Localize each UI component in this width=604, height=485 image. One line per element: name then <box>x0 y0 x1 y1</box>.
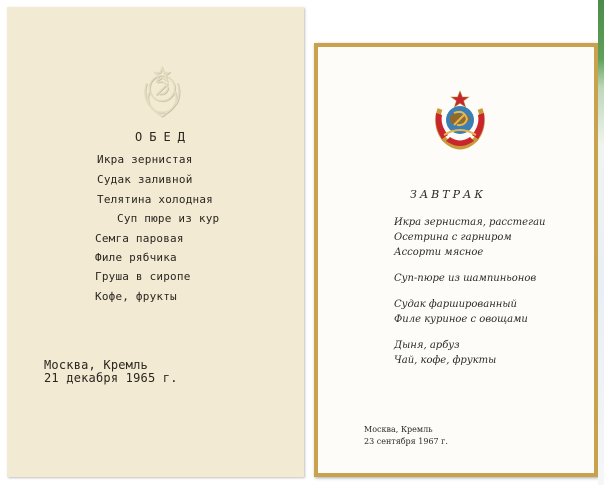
adjacent-image-edge <box>598 0 604 485</box>
breakfast-item: Осетрина с гарниром <box>394 232 512 243</box>
dinner-date: 21 декабря 1965 г. <box>44 371 178 385</box>
dinner-item: Груша в сиропе <box>95 270 191 283</box>
dinner-item: Судак заливной <box>97 173 193 186</box>
breakfast-item: Дыня, арбуз <box>394 340 460 351</box>
breakfast-item: Филе куриное с овощами <box>394 314 528 325</box>
breakfast-menu-card <box>318 47 594 473</box>
breakfast-item: Икра зернистая, расстегаи <box>394 217 546 228</box>
breakfast-date: 23 сентября 1967 г. <box>364 437 448 446</box>
dinner-title: ОБЕД <box>135 130 192 144</box>
dinner-item: Икра зернистая <box>97 153 193 166</box>
dinner-item: Кофе, фрукты <box>95 290 177 303</box>
dinner-item: Телятина холодная <box>97 193 213 206</box>
dinner-place: Москва, Кремль <box>44 358 148 372</box>
breakfast-item: Чай, кофе, фрукты <box>394 355 497 366</box>
breakfast-item: Судак фаршированный <box>394 299 517 310</box>
dinner-item: Суп пюре из кур <box>117 212 220 225</box>
breakfast-place: Москва, Кремль <box>364 425 433 434</box>
embossed-emblem-icon <box>133 62 191 120</box>
breakfast-item: Ассорти мясное <box>394 247 484 258</box>
dinner-item: Филе рябчика <box>95 251 177 264</box>
breakfast-item: Суп-пюре из шампиньонов <box>394 273 537 284</box>
ussr-coat-of-arms-icon <box>430 89 490 151</box>
breakfast-title: ЗАВТРАК <box>410 188 486 201</box>
dinner-menu-card <box>7 7 304 477</box>
dinner-item: Семга паровая <box>95 232 184 245</box>
